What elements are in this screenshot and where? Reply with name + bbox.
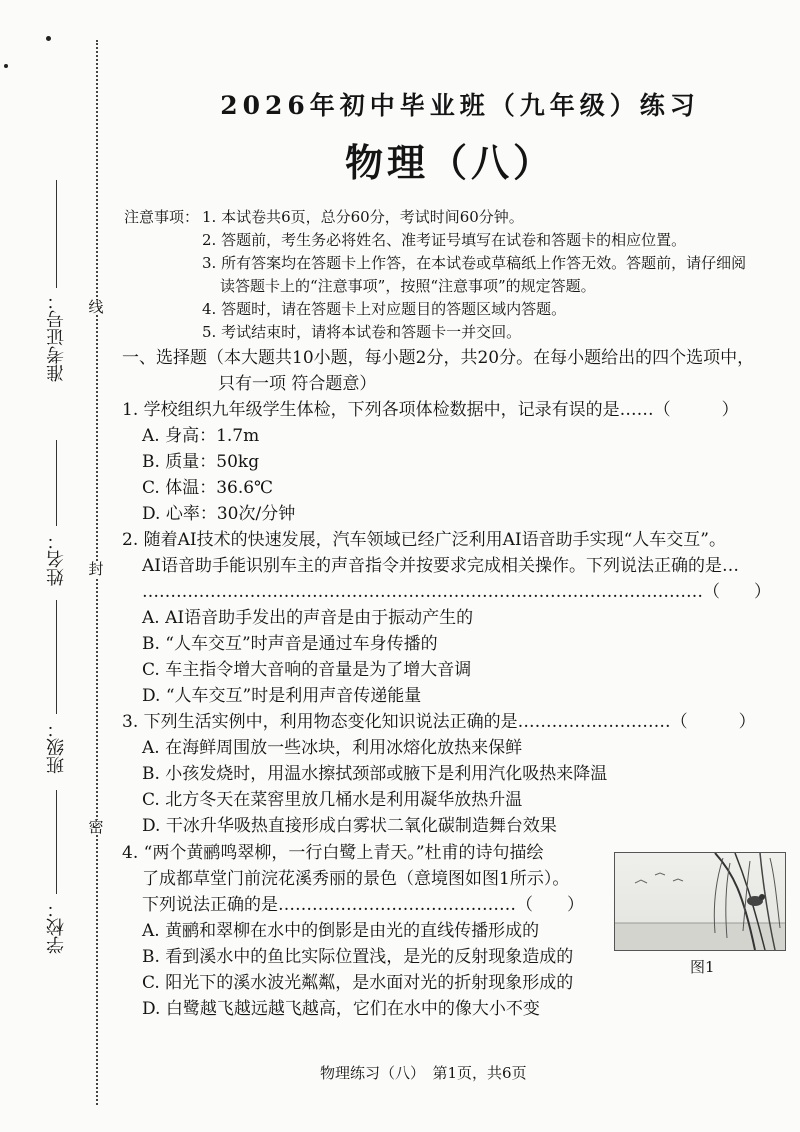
question-4-option-a: A. 黄鹂和翠柳在水中的倒影是由光的直线传播形成的 (142, 921, 540, 941)
willow-scene-icon (615, 853, 785, 950)
binding-seal-label: 封 (85, 562, 107, 577)
corner-mark (46, 36, 51, 41)
notes-label: 注意事项： (124, 208, 200, 226)
class-blank[interactable] (56, 600, 57, 714)
question-2-option-a: A. AI语音助手发出的声音是由于振动产生的 (142, 608, 474, 628)
question-3-option-a: A. 在海鲜周围放一些冰块，利用冰熔化放热来保鲜 (142, 738, 523, 758)
question-4-stem: 4. “两个黄鹂鸣翠柳，一行白鹭上青天。”杜甫的诗句描绘 (122, 843, 544, 863)
name-blank[interactable] (56, 440, 57, 526)
corner-mark (4, 64, 8, 68)
question-4-option-c: C. 阳光下的溪水波光粼粼，是水面对光的折射现象形成的 (142, 973, 574, 993)
question-1-option-b: B. 质量：50kg (142, 452, 260, 472)
question-4-stem-line: 下列说法正确的是……………………………………（ ） (142, 895, 584, 915)
question-1-option-c: C. 体温：36.6℃ (142, 478, 274, 498)
name-label: 姓名： (46, 532, 67, 586)
figure-1-willow-egret-illustration (614, 852, 786, 951)
note-item: 4. 答题时，请在答题卡上对应题目的答题区域内答题。 (202, 300, 567, 318)
name-field (40, 440, 74, 590)
school-field (40, 790, 74, 970)
class-field (40, 600, 74, 780)
class-label: 班级： (46, 720, 67, 774)
question-1-option-a: A. 身高：1.7m (142, 426, 260, 446)
note-item: 2. 答题前，考生务必将姓名、准考证号填写在试卷和答题卡的相应位置。 (202, 231, 687, 249)
section-heading-continued: 只有一项 符合题意） (218, 374, 377, 394)
note-item: 5. 考试结束时，请将本试卷和答题卡一并交回。 (202, 323, 522, 341)
page-footer: 物理练习（八） 第1页，共6页 (320, 1064, 527, 1082)
note-item: 1. 本试卷共6页，总分60分，考试时间60分钟。 (202, 208, 524, 226)
question-4-stem-line: 了成都草堂门前浣花溪秀丽的景色（意境图如图1所示）。 (142, 869, 570, 889)
exam-id-label: 准考证号： (46, 292, 67, 382)
school-label: 学校： (46, 900, 67, 954)
binding-line-label: 线 (85, 300, 107, 315)
binding-secret-label: 密 (85, 820, 107, 835)
question-3-option-c: C. 北方冬天在菜窖里放几桶水是利用凝华放热升温 (142, 790, 523, 810)
exam-title: 2026年初中毕业班（九年级）练习 (220, 91, 700, 120)
question-3-option-d: D. 干冰升华吸热直接形成白雾状二氧化碳制造舞台效果 (142, 816, 557, 836)
question-2-stem-line: AI语音助手能识别车主的声音指令并按要求完成相关操作。下列说法正确的是… (142, 556, 739, 576)
question-1-stem: 1. 学校组织九年级学生体检，下列各项体检数据中，记录有误的是……（ ） (122, 400, 739, 420)
note-item: 3. 所有答案均在答题卡上作答，在本试卷或草稿纸上作答无效。答题前，请仔细阅 (202, 254, 747, 272)
figure-1-caption: 图1 (690, 958, 715, 976)
question-2-option-c: C. 车主指令增大音响的音量是为了增大音调 (142, 660, 472, 680)
note-item-continued: 读答题卡上的“注意事项”，按照“注意事项”的规定答题。 (220, 277, 596, 295)
question-4-option-d: D. 白鹭越飞越远越飞越高，它们在水中的像大小不变 (142, 999, 540, 1019)
question-3-option-b: B. 小孩发烧时，用温水擦拭颈部或腋下是利用汽化吸热来降温 (142, 764, 608, 784)
question-2-option-d: D. “人车交互”时是利用声音传递能量 (142, 686, 422, 706)
question-4-option-b: B. 看到溪水中的鱼比实际位置浅，是光的反射现象造成的 (142, 947, 574, 967)
exam-id-field (40, 180, 74, 420)
section-heading: 一、选择题（本大题共10小题，每小题2分，共20分。在每小题给出的四个选项中， (122, 348, 755, 368)
question-2-stem: 2. 随着AI技术的快速发展，汽车领域已经广泛利用AI语音助手实现“人车交互”。 (122, 530, 726, 550)
subject-title: 物理（八） (344, 140, 555, 185)
question-2-stem-line: ………………………………………………………………………………………（ ） (142, 582, 771, 602)
question-2-option-b: B. “人车交互”时声音是通过车身传播的 (142, 634, 438, 654)
question-3-stem: 3. 下列生活实例中，利用物态变化知识说法正确的是………………………（ ） (122, 712, 756, 732)
exam-id-blank[interactable] (56, 180, 57, 288)
question-1-option-d: D. 心率：30次/分钟 (142, 504, 296, 524)
school-blank[interactable] (56, 790, 57, 894)
